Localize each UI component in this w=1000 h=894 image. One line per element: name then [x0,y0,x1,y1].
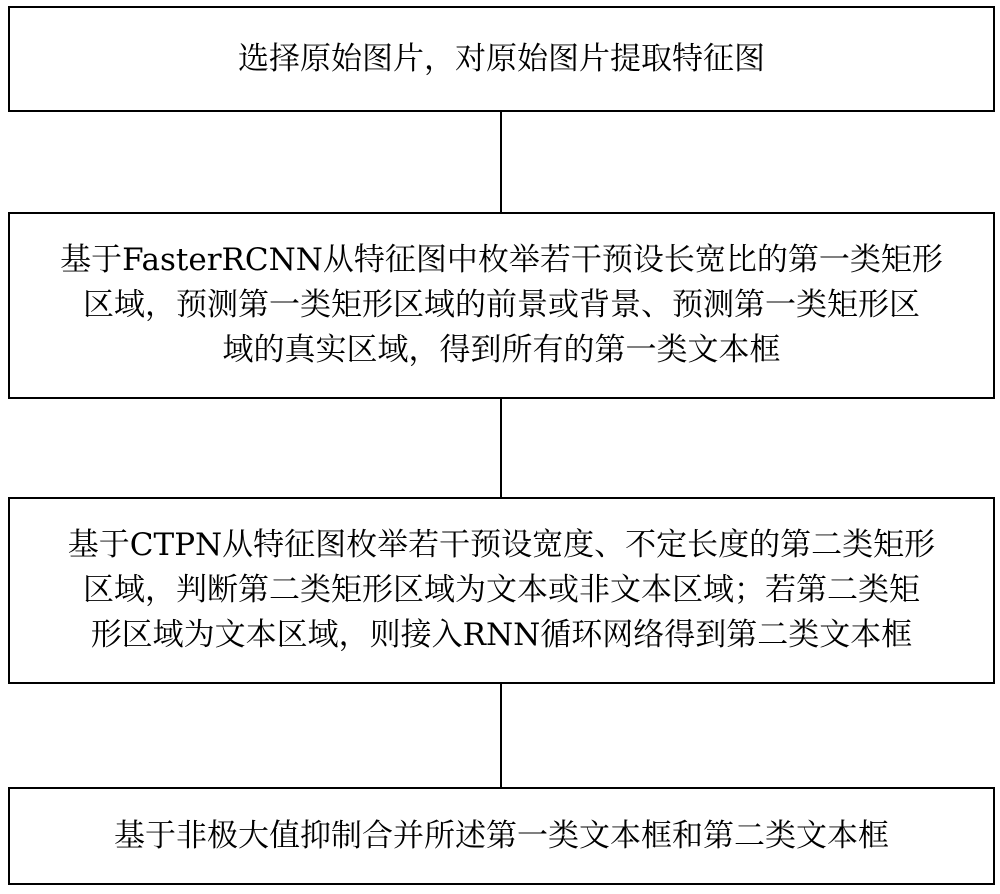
step-1-text: 选择原始图片，对原始图片提取特征图 [238,40,765,77]
step-2-box [8,212,995,399]
connector-line-1 [500,112,502,212]
connector-line-3 [500,684,502,787]
step-3-text: 基于CTPN从特征图枚举若干预设宽度、不定长度的第二类矩形 区域，判断第二类矩形区域为文本或非文本区域；若第二类矩 形区域为文本区域，则接入RNN循环网络得到第二类文本框 [67,527,936,653]
step-3-box [8,497,995,684]
step-4-box [8,787,995,885]
connector-line-2 [500,399,502,497]
step-1-box [8,6,995,112]
step-4-text: 基于非极大值抑制合并所述第一类文本框和第二类文本框 [114,817,889,854]
step-2-text: 基于FasterRCNN从特征图中枚举若干预设长宽比的第一类矩形 区域，预测第一类矩形区域的前景或背景、预测第一类矩形区 域的真实区域，得到所有的第一类文本框 [60,242,943,368]
